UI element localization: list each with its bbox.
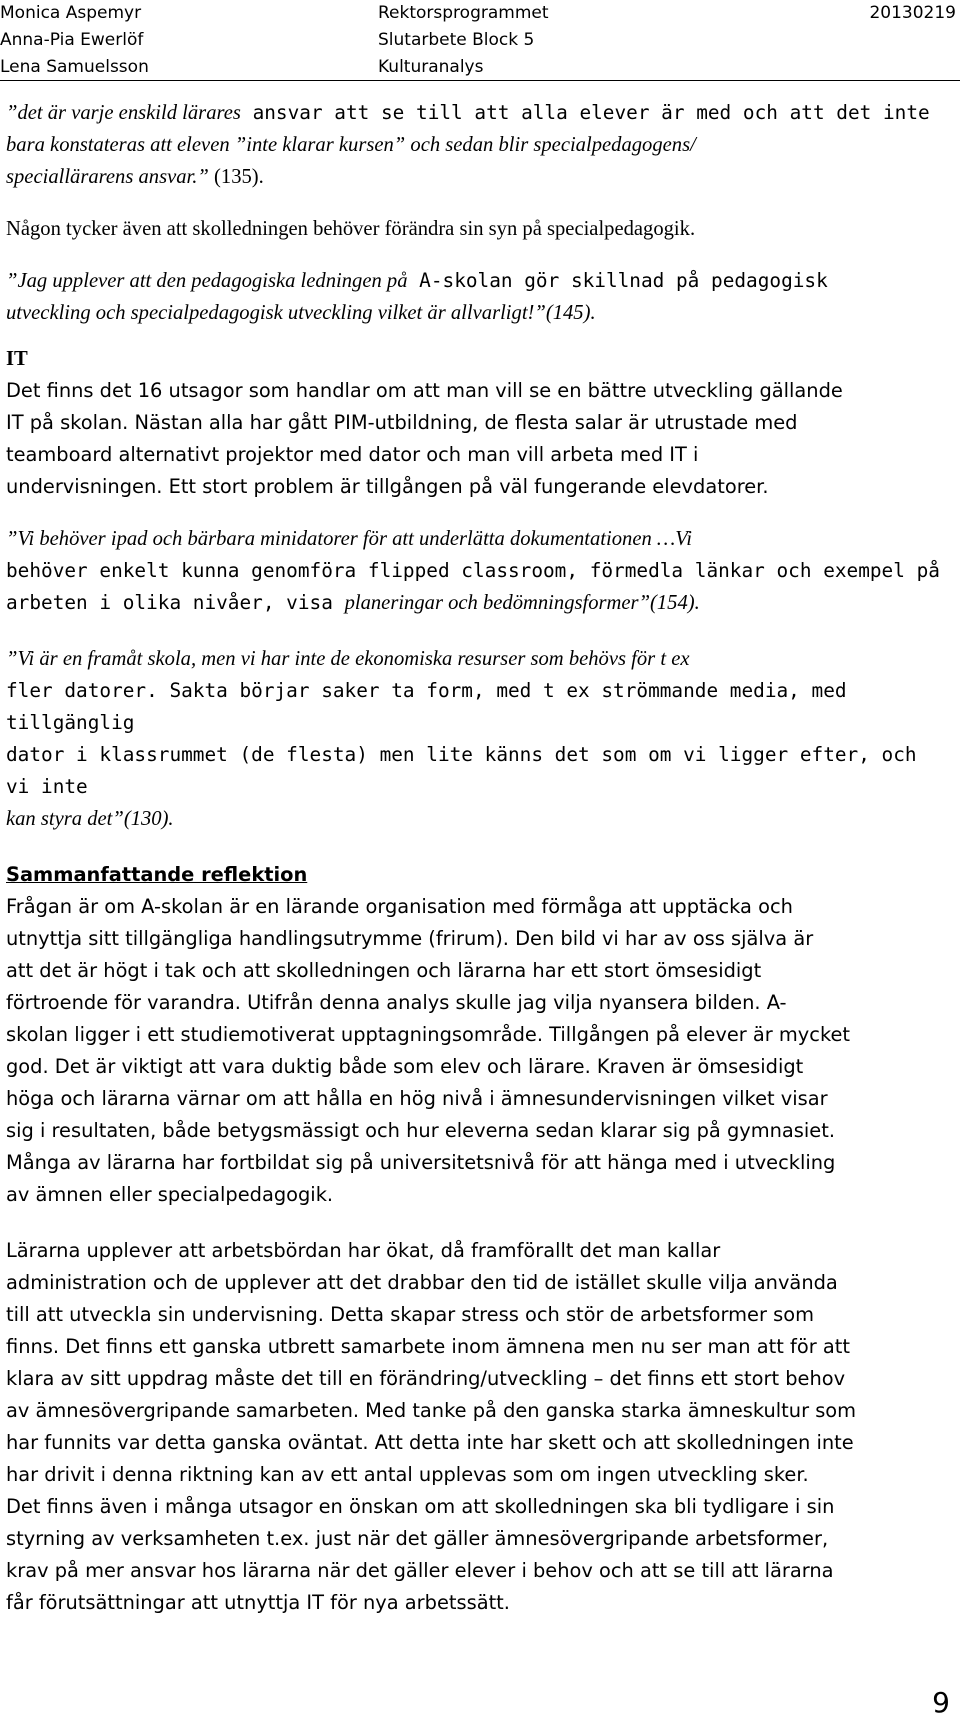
header-topic: Kulturanalys <box>378 57 484 77</box>
quote-italic: kan styra det”(130). <box>6 808 174 830</box>
header-author-3: Lena Samuelsson <box>0 57 149 77</box>
header-author-1: Monica Aspemyr <box>0 3 142 23</box>
quote-italic: utveckling och specialpedagogisk utveckling vilket är allvarligt!”(145). <box>6 302 596 324</box>
quote-line <box>6 643 950 675</box>
quote-text: A-skolan gör skillnad på pedagogisk <box>407 269 828 292</box>
section-heading: Sammanfattande reflektion <box>6 863 308 886</box>
quote-italic: planeringar och bedömningsformer”(154). <box>344 592 700 614</box>
quote-line: behöver enkelt kunna genomföra flipped classroom, förmedla länkar och exempel på <box>6 559 940 582</box>
quote-italic: bara konstateras att eleven ”inte klarar kursen” och sedan blir specialpedagogens/ <box>6 134 696 156</box>
quote-154 <box>6 523 950 619</box>
body-line: krav på mer ansvar hos lärarna när det gäller elever i behov och att se till att lärarna <box>6 1559 834 1582</box>
body-line: styrning av verksamheten t.ex. just när det gäller ämnesövergripande arbetsformer, <box>6 1527 829 1550</box>
quote-line <box>6 587 950 619</box>
quote-line <box>6 97 950 129</box>
body-line: skolan ligger i ett studiemotiverat upptagningsområde. Tillgången på elever är mycket <box>6 1023 851 1046</box>
body-line: administration och de upplever att det drabbar den tid de istället skulle vilja använda <box>6 1271 838 1294</box>
quote-145 <box>6 265 950 329</box>
quote-italic: ”det är varje enskild lärares <box>6 102 241 124</box>
header-program <box>378 0 549 81</box>
section-it-body <box>6 375 950 503</box>
body-line: IT på skolan. Nästan alla har gått PIM-utbildning, de flesta salar är utrustade med <box>6 411 798 434</box>
header-author-2: Anna-Pia Ewerlöf <box>0 30 144 50</box>
body-line: får förutsättningar att utnyttja IT för nya arbetssätt. <box>6 1591 510 1614</box>
page-number: 9 <box>932 1686 950 1719</box>
page-header <box>0 0 960 80</box>
body-line: sig i resultaten, både betygsmässigt och hur eleverna sedan klarar sig på gymnasiet. <box>6 1119 835 1142</box>
body-line: har funnits var detta ganska oväntat. Att detta inte har skett och att skolledningen inte <box>6 1431 854 1454</box>
quote-italic: speciallärarens ansvar.” <box>6 166 209 188</box>
quote-line <box>6 161 950 193</box>
body-line: teamboard alternativt projektor med dator och man vill arbeta med IT i <box>6 443 699 466</box>
body-line: höga och lärarna värnar om att hålla en hög nivå i ämnesundervisningen vilket visar <box>6 1087 828 1110</box>
quote-italic: ”Vi behöver ipad och bärbara minidatorer för att underlätta dokumentationen …Vi <box>6 528 693 550</box>
body-line: god. Det är viktigt att vara duktig både som elev och lärare. Kraven är ömsesidigt <box>6 1055 804 1078</box>
section-summary <box>6 859 950 1211</box>
quote-line <box>6 129 950 161</box>
body-line: utnyttja sitt tillgängliga handlingsutrymme (frirum). Den bild vi har av oss själva är <box>6 927 814 950</box>
body-line: av ämnesövergripande samarbeten. Med tanke på den ganska starka ämneskultur som <box>6 1399 857 1422</box>
body-line: Det finns det 16 utsagor som handlar om att man vill se en bättre utveckling gällande <box>6 379 843 402</box>
body-line: Det finns även i många utsagor en önskan om att skolledningen ska bli tydligare i sin <box>6 1495 835 1518</box>
body-line: Många av lärarna har fortbildat sig på universitetsnivå för att hänga med i utveckling <box>6 1151 836 1174</box>
header-authors <box>0 0 149 81</box>
quote-text: arbeten i olika nivåer, visa <box>6 591 345 614</box>
body-line: förtroende för varandra. Utifrån denna analys skulle jag vilja nyansera bilden. A- <box>6 991 787 1014</box>
body-line: finns. Det finns ett ganska utbrett samarbete inom ämnena men nu ser man att för att <box>6 1335 850 1358</box>
paragraph-final <box>6 1235 950 1619</box>
body-line: undervisningen. Ett stort problem är tillgången på väl fungerande elevdatorer. <box>6 475 769 498</box>
quote-130 <box>6 643 950 835</box>
document-body <box>6 97 950 1619</box>
quote-ref: (135). <box>208 166 264 188</box>
body-line: att det är högt i tak och att skolledningen och lärarna har ett stort ömsesidigt <box>6 959 762 982</box>
quote-text: ansvar att se till att alla elever är med och att det inte <box>240 101 930 124</box>
quote-italic: ”Jag upplever att den pedagogiska ledningen på <box>6 270 408 292</box>
quote-italic: ”Vi är en framåt skola, men vi har inte de ekonomiska resurser som behövs för t ex <box>6 648 690 670</box>
header-divider <box>0 80 960 81</box>
body-line: har drivit i denna riktning kan av ett antal upplevas som om ingen utveckling sker. <box>6 1463 809 1486</box>
body-line: Frågan är om A-skolan är en lärande organisation med förmåga att upptäcka och <box>6 895 793 918</box>
quote-line <box>6 297 950 329</box>
section-heading: IT <box>6 348 28 370</box>
quote-line: fler datorer. Sakta börjar saker ta form, med t ex strömmande media, med tillgänglig <box>6 679 847 734</box>
quote-line <box>6 265 950 297</box>
header-program-name: Rektorsprogrammet <box>378 3 549 23</box>
quote-line <box>6 523 950 555</box>
body-line: till att utveckla sin undervisning. Detta skapar stress och stör de arbetsformer som <box>6 1303 814 1326</box>
quote-line <box>6 803 950 835</box>
summary-body <box>6 891 950 1211</box>
header-block: Slutarbete Block 5 <box>378 30 535 50</box>
header-date-col <box>869 0 956 27</box>
body-line: av ämnen eller specialpedagogik. <box>6 1183 334 1206</box>
body-line: Lärarna upplever att arbetsbördan har ökat, då framförallt det man kallar <box>6 1239 721 1262</box>
header-date: 20130219 <box>869 3 956 23</box>
body-line: klara av sitt uppdrag måste det till en förändring/utveckling – det finns ett stort behov <box>6 1367 846 1390</box>
paragraph-intro: Någon tycker även att skolledningen behöver förändra sin syn på specialpedagogik. <box>6 218 696 240</box>
section-it <box>6 343 950 503</box>
quote-line: dator i klassrummet (de flesta) men lite känns det som om vi ligger efter, och vi inte <box>6 743 917 798</box>
quote-135 <box>6 97 950 193</box>
